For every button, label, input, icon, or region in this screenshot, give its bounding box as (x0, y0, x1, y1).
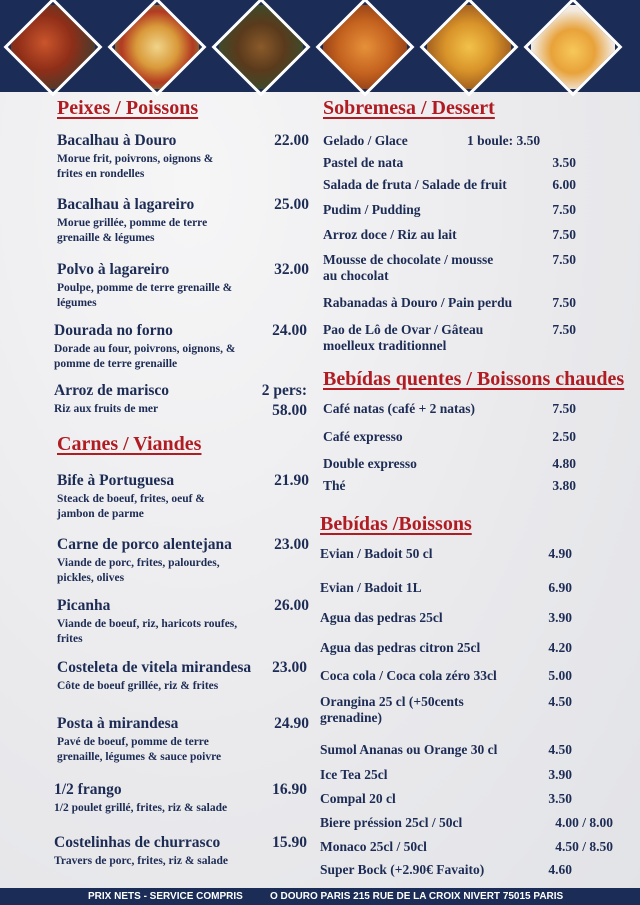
menu-item: Café expresso (323, 429, 403, 444)
menu-item: Ice Tea 25cl (320, 767, 388, 782)
menu-item: Picanha Viande de boeuf, riz, haricots roufes, frites (57, 597, 238, 645)
menu-item: 1/2 frango 1/2 poulet grillé, frites, riz & salade (54, 781, 228, 814)
item-price: 22.00 (274, 132, 309, 149)
item-price: 4.20 (548, 640, 572, 655)
menu-item: Thé (323, 478, 346, 493)
item-price: 23.00 (272, 659, 307, 676)
menu-item: Bacalhau à lagareiro Morue grillée, pomme de terre grenaille & légumes (57, 196, 208, 244)
item-price: 7.50 (552, 227, 576, 242)
footer-bar (0, 888, 640, 905)
menu-item: Sumol Ananas ou Orange 30 cl (320, 742, 498, 757)
item-price: 4.00 / 8.00 (555, 815, 613, 830)
menu-item: Gelado / Glace (323, 133, 408, 148)
item-price-label: 2 pers: (261, 382, 307, 399)
item-price: 4.50 (548, 742, 572, 757)
item-price: 4.50 / 8.50 (555, 839, 613, 854)
menu-item: Rabanadas à Douro / Pain perdu (323, 295, 513, 310)
footer-address: O DOURO PARIS 215 RUE DE LA CROIX NIVERT 75015 PARIS (270, 891, 564, 902)
menu-item: Mousse de chocolate / mousse au chocolat (323, 252, 494, 283)
item-price: 5.00 (548, 668, 572, 683)
menu-item: Agua das pedras citron 25cl (320, 640, 481, 655)
section-title-peixes: Peixes / Poissons (57, 97, 199, 119)
menu-item: Arroz de marisco Riz aux fruits de mer (54, 382, 170, 415)
item-price: 58.00 (272, 402, 307, 419)
menu-item: Bacalhau à Douro Morue frit, poivrons, oignons & frites en rondelles (57, 132, 214, 180)
item-price: 25.00 (274, 196, 309, 213)
item-price: 15.90 (272, 834, 307, 851)
menu-item: Carne de porco alentejana Viande de porc, frites, palourdes, pickles, olives (57, 536, 232, 584)
item-price: 2.50 (552, 429, 576, 444)
codfish-peppers-icon (108, 0, 207, 96)
menu-item: Dourada no forno Dorade au four, poivrons, oignons, & pomme de terre grenaille (54, 322, 236, 370)
menu-item: Costelinhas de churrasco Travers de porc, frites, riz & salade (54, 834, 228, 867)
menu-item: Costeleta de vitela mirandesa Côte de boeuf grillée, riz & frites (57, 659, 252, 692)
menu-item: Pudim / Pudding (323, 202, 421, 217)
item-price: 3.90 (548, 610, 572, 625)
item-price: 26.00 (274, 597, 309, 614)
menu-item: Agua das pedras 25cl (320, 610, 443, 625)
menu-item: Salada de fruta / Salade de fruit (323, 177, 507, 192)
section-title-bebidas: Bebídas /Boissons (320, 513, 472, 535)
item-price: 23.00 (274, 536, 309, 553)
header-banner (0, 0, 640, 92)
menu-item: Monaco 25cl / 50cl (320, 839, 427, 854)
menu-item: Polvo à lagareiro Poulpe, pomme de terre grenaille & légumes (57, 261, 233, 309)
pastel-de-nata-icon (420, 0, 519, 96)
item-price: 4.60 (548, 862, 572, 877)
menu-item: Café natas (café + 2 natas) (323, 401, 476, 416)
roast-chicken-icon (316, 0, 415, 96)
menu-item: Arroz doce / Riz au lait (323, 227, 457, 242)
item-price: 3.50 (552, 155, 576, 170)
item-price: 1 boule: 3.50 (467, 133, 541, 148)
item-price: 3.80 (552, 478, 576, 493)
item-price: 7.50 (552, 295, 576, 310)
item-price: 6.90 (548, 580, 572, 595)
item-price: 32.00 (274, 261, 309, 278)
menu-item: Bife à Portuguesa Steack de boeuf, frites, oeuf & jambon de parme (57, 472, 205, 520)
item-price: 7.50 (552, 401, 576, 416)
menu-item: Double expresso (323, 456, 417, 471)
flan-pudding-icon (524, 0, 623, 96)
section-title-carnes: Carnes / Viandes (57, 433, 202, 455)
item-price: 3.90 (548, 767, 572, 782)
item-price: 7.50 (552, 202, 576, 217)
mixed-seafood-icon (212, 0, 311, 96)
menu-item: Compal 20 cl (320, 791, 396, 806)
item-price: 6.00 (552, 177, 576, 192)
item-price: 7.50 (552, 322, 576, 337)
menu-item: Evian / Badoit 1L (320, 580, 422, 595)
section-title-sobremesa: Sobremesa / Dessert (323, 97, 495, 119)
section-title-quentes: Bebídas quentes / Boissons chaudes (323, 368, 625, 390)
menu-item: Super Bock (+2.90€ Favaito) (320, 862, 485, 877)
menu-item: Pastel de nata (323, 155, 404, 170)
item-price: 24.90 (274, 715, 309, 732)
menu-item: Posta à mirandesa Pavé de boeuf, pomme de terre grenaille, légumes & sauce poivre (57, 715, 222, 763)
item-price: 16.90 (272, 781, 307, 798)
menu-item: Evian / Badoit 50 cl (320, 546, 433, 561)
item-price: 4.90 (548, 546, 572, 561)
item-price: 4.50 (548, 694, 572, 709)
menu-item: Pao de Lô de Ovar / Gâteau moelleux traditionnel (323, 322, 484, 353)
item-price: 21.90 (274, 472, 309, 489)
item-price: 7.50 (552, 252, 576, 267)
item-price: 4.80 (552, 456, 576, 471)
menu-item: Coca cola / Coca cola zéro 33cl (320, 668, 497, 683)
grilled-octopus-icon (4, 0, 103, 96)
menu-item: Orangina 25 cl (+50cents grenadine) (320, 694, 464, 725)
item-price: 3.50 (548, 791, 572, 806)
item-price: 24.00 (272, 322, 307, 339)
footer-left-text: PRIX NETS - SERVICE COMPRIS (88, 891, 243, 902)
menu-item: Biere préssion 25cl / 50cl (320, 815, 463, 830)
